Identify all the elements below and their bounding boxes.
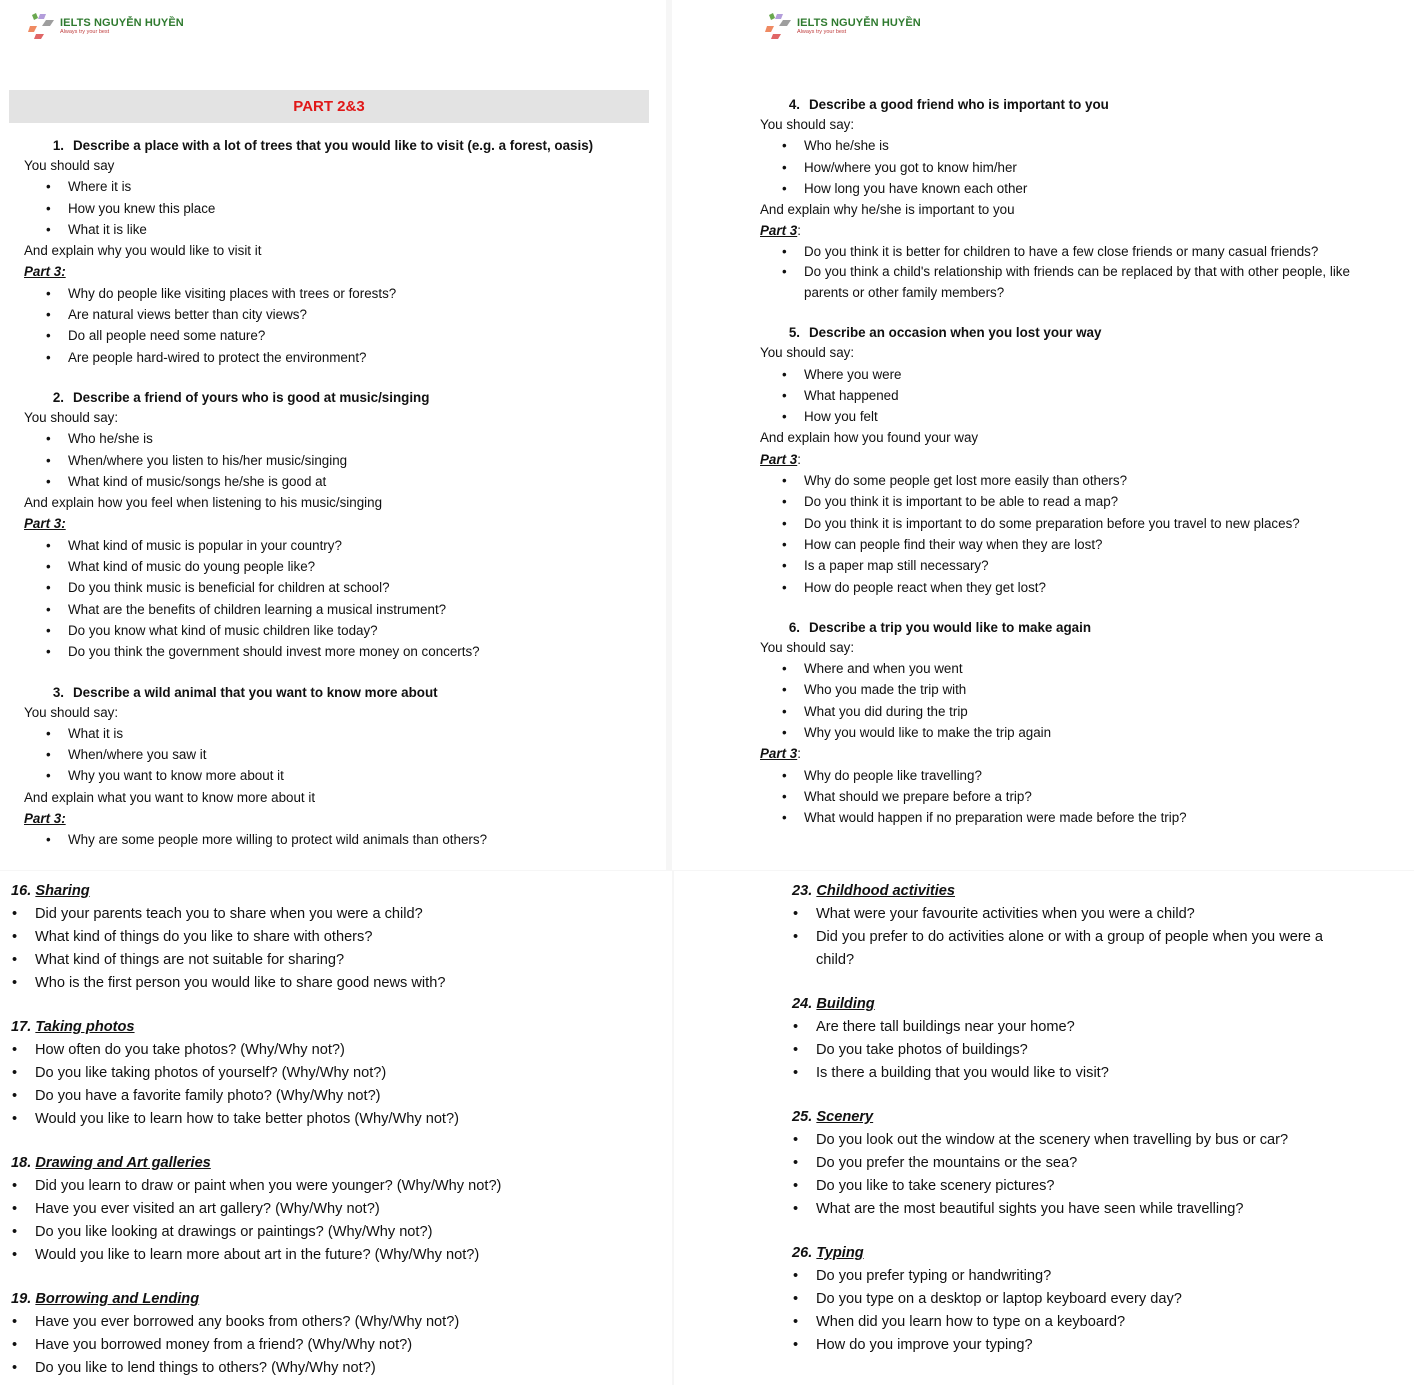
topic-title: Building [816, 996, 875, 1012]
list-item: • What kind of music is popular in your country? [24, 535, 654, 556]
questions-right-column [760, 95, 1406, 829]
part-banner: PART 2&3 [9, 90, 649, 123]
page-top-right [672, 0, 1414, 870]
list-item: • How often do you take photos? (Why/Why not?) [11, 1039, 661, 1062]
logo-brand-text: IELTS NGUYỄN HUYỀN [797, 17, 921, 30]
topic-number: 26. [792, 1245, 813, 1261]
list-item: • What kind of music do young people like? [24, 556, 654, 577]
part3-label: Part 3: [24, 264, 66, 280]
list-item: • What kind of things are not suitable for sharing? [11, 949, 661, 972]
logo-tagline: Always try your best [797, 29, 847, 36]
list-item: • How you knew this place [24, 198, 654, 219]
should-say-label: You should say: [760, 345, 855, 361]
cue-list [760, 364, 1406, 428]
list-item: • What it is [24, 723, 654, 744]
explain-line: And explain how you found your way [760, 430, 979, 446]
list-item: • Is there a building that you would like to visit? [792, 1062, 1332, 1085]
topic-heading [792, 1242, 1332, 1265]
question-heading [776, 95, 1406, 114]
list-item: • How do you improve your typing? [792, 1334, 1332, 1357]
list-item: • Did you learn to draw or paint when you were younger? (Why/Why not?) [11, 1175, 661, 1198]
list-item: • Would you like to learn how to take better photos (Why/Why not?) [11, 1108, 661, 1131]
list-item: • Are natural views better than city views? [24, 304, 654, 325]
topic-title: Sharing [35, 883, 90, 899]
topic-number: 17. [11, 1019, 32, 1035]
list-item: • When/where you listen to his/her music/singing [24, 450, 654, 471]
list-item: • What were your favourite activities when you were a child? [792, 903, 1332, 926]
question-number: 5. [788, 325, 800, 341]
topic-list [11, 1039, 661, 1131]
topic-list [792, 903, 1332, 972]
explain-line: And explain how you feel when listening to his music/singing [24, 495, 383, 511]
list-item: • Do all people need some nature? [24, 325, 654, 346]
list-item: • Have you borrowed money from a friend? (Why/Why not?) [11, 1334, 661, 1357]
cue-list [24, 723, 654, 787]
page-bottom-right [674, 871, 1414, 1385]
topic-heading [11, 1016, 661, 1039]
topic-title: Borrowing and Lending [35, 1291, 200, 1307]
topic-list [11, 1311, 661, 1380]
question-heading [776, 618, 1406, 637]
explain-line: And explain why you would like to visit it [24, 243, 262, 259]
list-item: • Do you like to lend things to others? (Why/Why not?) [11, 1357, 661, 1380]
topic-number: 16. [11, 883, 32, 899]
list-item: • What would happen if no preparation were made before the trip? [760, 807, 1406, 828]
list-item: • Do you think music is beneficial for children at school? [24, 577, 654, 598]
cue-list [760, 135, 1406, 199]
topic-title: Typing [816, 1245, 864, 1261]
topic-title: Drawing and Art galleries [35, 1155, 211, 1171]
part3-colon: : [797, 451, 801, 467]
list-item: • Do you think it is important to do some preparation before you travel to new places? [760, 513, 1406, 534]
part3-list [24, 283, 654, 368]
explain-line: And explain why he/she is important to you [760, 202, 1015, 218]
part3-label: Part 3: [24, 811, 66, 827]
list-item: • Did your parents teach you to share when you were a child? [11, 903, 661, 926]
topic-list [792, 1265, 1332, 1357]
question-number: 4. [788, 97, 800, 112]
question-number: 2. [52, 389, 64, 405]
topic-list [11, 1175, 661, 1267]
topic-heading [792, 1106, 1332, 1129]
list-item: • Why do some people get lost more easily than others? [760, 470, 1406, 491]
should-say-label: You should say [24, 158, 115, 173]
list-item: • Do you prefer the mountains or the sea? [792, 1152, 1332, 1175]
cue-list [24, 428, 654, 492]
list-item: • Who he/she is [24, 428, 654, 449]
page-top-left [0, 0, 666, 870]
part3-colon: : [797, 746, 801, 762]
topic-number: 19. [11, 1291, 32, 1307]
brand-logo [765, 12, 921, 42]
list-item: • How/where you got to know him/her [760, 157, 1406, 178]
topic-number: 23. [792, 883, 813, 899]
list-item: • Do you think it is better for children to have a few close friends or many casual friends? [760, 242, 1406, 263]
topics-right-column [792, 880, 1332, 1357]
topic-title: Scenery [816, 1109, 874, 1125]
part3-label: Part 3 [760, 746, 798, 762]
topic-title: Childhood activities [816, 883, 956, 899]
question-title: Describe a place with a lot of trees that you would like to visit (e.g. a forest, oasis) [73, 138, 594, 153]
list-item: • What it is like [24, 219, 654, 240]
list-item: • When did you learn how to type on a keyboard? [792, 1311, 1332, 1334]
should-say-label: You should say: [760, 639, 855, 655]
question-title: Describe a trip you would like to make again [809, 619, 1092, 635]
topics-left-column [11, 880, 661, 1380]
topic-number: 25. [792, 1109, 813, 1125]
topic-list [792, 1016, 1332, 1085]
list-item: • Is a paper map still necessary? [760, 555, 1406, 576]
question-number: 1. [52, 138, 64, 153]
list-item: • Have you ever borrowed any books from others? (Why/Why not?) [11, 1311, 661, 1334]
list-item: • Do you like taking photos of yourself? (Why/Why not?) [11, 1062, 661, 1085]
list-item: • Why you want to know more about it [24, 765, 654, 786]
list-item: • Why do people like visiting places with trees or forests? [24, 283, 654, 304]
list-item: • What are the benefits of children learning a musical instrument? [24, 599, 654, 620]
list-item: • Do you think the government should invest more money on concerts? [24, 641, 654, 662]
part3-list [760, 470, 1406, 598]
list-item: • Who is the first person you would like to share good news with? [11, 972, 661, 995]
question-heading [40, 388, 654, 407]
logo-mark-icon [765, 12, 795, 42]
list-item: • Did you prefer to do activities alone or with a group of people when you were a child? [792, 926, 1332, 972]
part3-list [760, 765, 1406, 829]
part3-label: Part 3: [24, 516, 66, 532]
list-item: • Who he/she is [760, 135, 1406, 156]
logo-mark-icon [28, 12, 58, 42]
list-item: • When/where you saw it [24, 744, 654, 765]
topic-heading [11, 1152, 661, 1175]
should-say-label: You should say: [760, 117, 855, 132]
list-item: • Do you have a favorite family photo? (Why/Why not?) [11, 1085, 661, 1108]
list-item: • Are there tall buildings near your home? [792, 1016, 1332, 1039]
list-item: • How do people react when they get lost? [760, 577, 1406, 598]
list-item: • Why you would like to make the trip again [760, 722, 1406, 743]
list-item: • Where you were [760, 364, 1406, 385]
list-item: • Do you know what kind of music children like today? [24, 620, 654, 641]
list-item: • Do you like to take scenery pictures? [792, 1175, 1332, 1198]
question-number: 6. [788, 619, 800, 635]
cue-list [24, 176, 654, 240]
part3-list [760, 242, 1406, 304]
should-say-label: You should say: [24, 409, 119, 425]
part3-list [24, 535, 654, 663]
topic-list [792, 1129, 1332, 1221]
list-item: • How you felt [760, 406, 1406, 427]
list-item: • What kind of things do you like to share with others? [11, 926, 661, 949]
list-item: • What kind of music/songs he/she is good at [24, 471, 654, 492]
topic-number: 18. [11, 1155, 32, 1171]
part3-label: Part 3 [760, 451, 798, 467]
list-item: • Where it is [24, 176, 654, 197]
question-title: Describe a good friend who is important to you [809, 97, 1109, 112]
part3-colon: : [797, 223, 801, 239]
list-item: • Why are some people more willing to protect wild animals than others? [24, 829, 654, 850]
topic-number: 24. [792, 996, 813, 1012]
list-item: • Do you think it is important to be able to read a map? [760, 491, 1406, 512]
questions-left-column [24, 136, 654, 851]
list-item: • Why do people like travelling? [760, 765, 1406, 786]
list-item: • What you did during the trip [760, 701, 1406, 722]
explain-line: And explain what you want to know more about it [24, 789, 316, 805]
list-item: • What happened [760, 385, 1406, 406]
list-item: • Are people hard-wired to protect the environment? [24, 347, 654, 368]
question-heading [776, 323, 1406, 342]
question-heading [40, 683, 654, 702]
part3-label: Part 3 [760, 223, 798, 239]
should-say-label: You should say: [24, 704, 119, 720]
cue-list [760, 658, 1406, 743]
list-item: • Have you ever visited an art gallery? (Why/Why not?) [11, 1198, 661, 1221]
list-item: • Do you take photos of buildings? [792, 1039, 1332, 1062]
part3-list [24, 829, 654, 850]
list-item: • How can people find their way when they are lost? [760, 534, 1406, 555]
list-item: • Do you type on a desktop or laptop keyboard every day? [792, 1288, 1332, 1311]
topic-heading [792, 880, 1332, 903]
list-item: • Would you like to learn more about art in the future? (Why/Why not?) [11, 1244, 661, 1267]
logo-tagline: Always try your best [60, 29, 110, 36]
list-item: • Do you look out the window at the scenery when travelling by bus or car? [792, 1129, 1332, 1152]
list-item: • How long you have known each other [760, 178, 1406, 199]
question-heading [40, 136, 654, 155]
topic-heading [11, 880, 661, 903]
list-item: • Who you made the trip with [760, 679, 1406, 700]
list-item: • What should we prepare before a trip? [760, 786, 1406, 807]
topic-heading [792, 993, 1332, 1016]
topic-list [11, 903, 661, 995]
list-item: • Do you prefer typing or handwriting? [792, 1265, 1332, 1288]
brand-logo [28, 12, 184, 42]
logo-brand-text: IELTS NGUYỄN HUYỀN [60, 17, 184, 30]
list-item: • What are the most beautiful sights you have seen while travelling? [792, 1198, 1332, 1221]
list-item: • Do you think a child's relationship with friends can be replaced by that with other people, like parents or other family members? [760, 262, 1406, 303]
list-item: • Do you like looking at drawings or paintings? (Why/Why not?) [11, 1221, 661, 1244]
question-title: Describe an occasion when you lost your way [809, 325, 1102, 341]
question-number: 3. [52, 684, 64, 700]
question-title: Describe a friend of yours who is good at music/singing [73, 389, 430, 405]
topic-title: Taking photos [35, 1019, 135, 1035]
topic-heading [11, 1288, 661, 1311]
page-bottom-left [0, 871, 672, 1385]
question-title: Describe a wild animal that you want to know more about [73, 684, 438, 700]
list-item: • Where and when you went [760, 658, 1406, 679]
